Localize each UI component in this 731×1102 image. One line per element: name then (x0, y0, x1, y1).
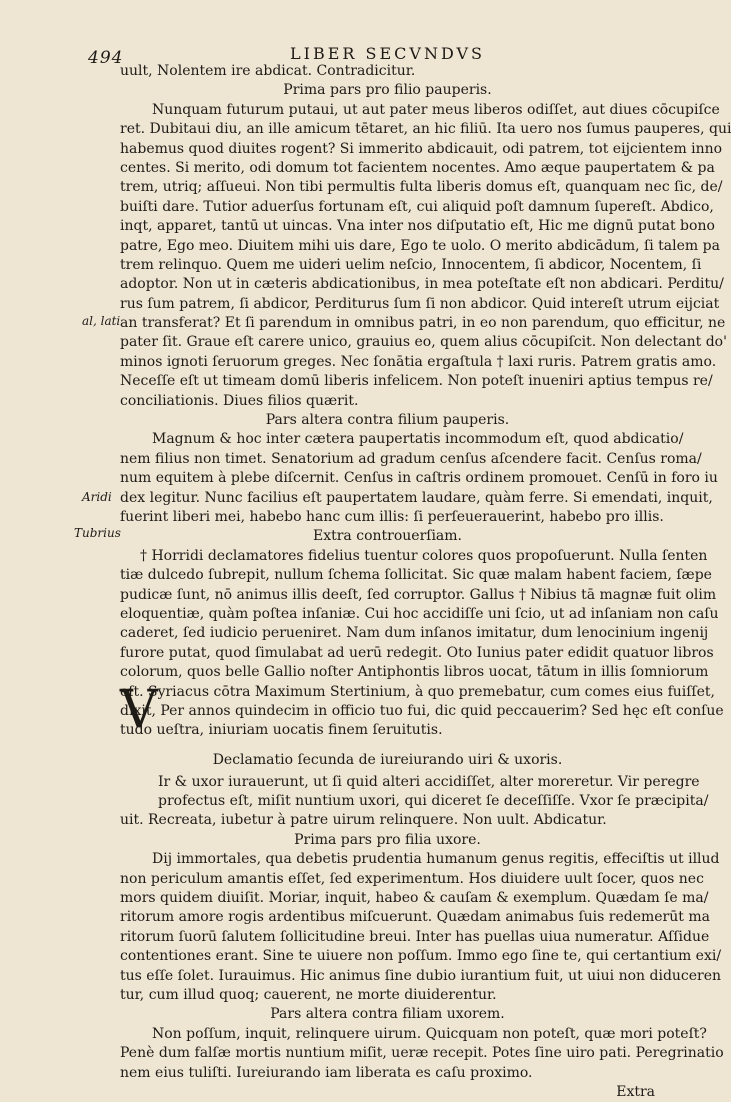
text-line: profectus eſt, miſit nuntium uxori, qui diceret ſe deceſſiſſe. Vxor ſe præcipita/ (158, 793, 709, 810)
text-line: tiæ dulcedo ſubrepit, nullum ſchema ſollicitat. Sic quæ malam habent faciem, ſæpe (120, 567, 712, 584)
text-line: tudo ueſtra, iniuriam uocatis finem ſeruitutis. (120, 722, 443, 739)
text-line: furore putat, quod ſimulabat ad uerū redegit. Oto Iunius pater edidit quatuor libros (120, 644, 714, 661)
text-line: non periculum amantis eſſet, ſed experimentum. Hos diuidere uult ſocer, quos nec (120, 870, 704, 887)
text-line: uult, Nolentem ire abdicat. Contradicitur. (120, 63, 416, 79)
text-line: num equitem à plebe diſcernit. Cenſus in caſtris ordinem promouet. Cenſū in foro iu (120, 470, 718, 487)
text-line: trem, utriq; aſſueui. Non tibi permultis fulta liberis domus eſt, quanquam nec ſic, de/ (120, 179, 723, 196)
text-line: buiſti dare. Tutior aduerſus fortunam eſt, cui aliquid poſt damnum ſupereſt. Abdico, (120, 198, 714, 215)
text-line: rus ſum patrem, ſi abdicor, Perditurus ſum ſi non abdicor. Quid intereſt utrum eijciat (120, 295, 720, 312)
body-text (120, 62, 731, 1102)
text-line: patre, Ego meo. Diuitem mihi uis dare, Ego te uolo. O merito abdicādum, ſi talem pa (120, 237, 720, 254)
text-line: mors quidem diuiſit. Moriar, inquit, habeo & cauſam & exemplum. Quædam ſe ma/ (120, 890, 709, 907)
text-line: contentiones erant. Sine te uiuere non poſſum. Immo ego ſine te, qui certantium exi/ (120, 948, 722, 965)
text-line: conciliationis. Diues filios quærit. (120, 392, 359, 409)
section-heading: Pars altera contra filiam uxorem. (270, 1006, 505, 1023)
text-line: adoptor. Non ut in cæteris abdicationibus, in mea poteſtate eſt non abdicari. Perditu/ (120, 276, 724, 293)
text-line: inqt, apparet, tantū ut uincas. Vna inter nos diſputatio eſt, Hic me dignū putat bono (120, 218, 715, 235)
text-line: tur, cum illud quoq; cauerent, ne morte diuiderentur. (120, 986, 497, 1003)
text-line: Nunquam futurum putaui, ut aut pater meus liberos odiſſet, aut diues cōcupiſce (152, 101, 720, 118)
text-line: Penè dum falſæ mortis nuntium miſit, ueræ recepit. Potes ſine uiro pati. Peregrinatio (120, 1045, 724, 1062)
section-heading: Extra controuerſiam. (313, 528, 462, 545)
text-line: nem eius tuliſti. Iureiurando iam liberata es caſu proximo. (120, 1064, 533, 1081)
text-line: Non poſſum, inquit, relinquere uirum. Quicquam non poteſt, quæ mori poteſt? (152, 1025, 707, 1042)
text-line: Dij immortales, qua debetis prudentia humanum genus regitis, effeciſtis ut illud (152, 851, 720, 868)
text-line: colorum, quos belle Gallio noſter Antiphontis libros uocat, tātum in illis ſomniorum (120, 664, 709, 681)
text-line: Ir & uxor iurauerunt, ut ſi quid alteri accidiſſet, alter moreretur. Vir peregre (158, 773, 700, 790)
text-line: fuerint liberi mei, habebo hanc cum illis: ſi perſeuerauerint, habebo pro illis. (120, 508, 664, 525)
drop-cap-initial: V (120, 680, 158, 740)
text-line: dixit, Per annos quindecim in officio tuo fui, dic quid peccauerim? Sed hęc eſt conſue (120, 702, 724, 719)
section-heading: Pars altera contra filium pauperis. (265, 412, 510, 429)
margin-note: al, lati (82, 314, 121, 328)
text-line: centes. Si merito, odi domum tot facientem nocentes. Amo æque paupertatem & pa (120, 159, 715, 176)
text-line: eloquentiæ, quàm poſtea inſaniæ. Cui hoc accidiſſe uni ſcio, ut ad inſaniam non caſu (120, 605, 719, 622)
text-line: an transferat? Et ſi parendum in omnibus patri, in eo non parendum, quo efficitur, ne (120, 315, 726, 332)
text-line: pater ſit. Graue eſt carere unico, grauius eo, quem alius cōcupiſcit. Non delectant do' (120, 334, 727, 351)
text-line: dex legitur. Nunc facilius eſt paupertatem laudare, quàm ferre. Si emendati, inquit, (120, 489, 713, 506)
section-heading: Prima pars pro filio pauperis. (283, 82, 492, 99)
text-line: eſt. Syriacus cōtra Maximum Stertinium, à quo premebatur, cum comes eius fuiſſet, (120, 683, 715, 700)
running-title: LIBER SECVNDVS (290, 44, 486, 63)
margin-note: Aridi (82, 490, 112, 504)
text-line: Neceſſe eſt ut timeam domū liberis infelicem. Non poteſt inueniri aptius tempus re/ (120, 373, 713, 390)
text-line: uit. Recreata, iubetur à patre uirum relinquere. Non uult. Abdicatur. (120, 812, 607, 829)
text-line: ritorum amore rogis ardentibus miſcuerunt. Quædam animabus ſuis redemerūt ma (120, 909, 710, 926)
text-line: Magnum & hoc inter cætera paupertatis incommodum eſt, quod abdicatio/ (152, 431, 684, 448)
text-line: ritorum ſuorū ſalutem ſollicitudine breui. Inter has puellas uiua numeratur. Aſſidue (120, 928, 710, 945)
text-line: habemus quod diuites rogent? Si immerito abdicauit, odi patrem, tot eijcientem inno (120, 140, 723, 157)
text-line: trem relinquo. Quem me uideri uelim neſcio, Innocentem, ſi abdicor, Nocentem, ſi (120, 256, 702, 273)
text-line: pudicæ ſunt, nō animus illis deeſt, ſed corruptor. Gallus † Nibius tā magnæ fuit olim (120, 586, 717, 603)
section-heading: Prima pars pro filia uxore. (294, 831, 481, 848)
text-line: tus eſſe ſolet. Iurauimus. Hic animus ſine dubio iurantium fuit, ut uiui non diduceren (120, 967, 722, 984)
margin-note: Tubrius (74, 526, 121, 540)
text-line: caderet, ſed iudicio perueniret. Nam dum inſanos imitatur, dum lenocinium ingenij (120, 625, 709, 642)
text-line: minos ignoti ſeruorum greges. Nec ſonātia ergaſtula † laxi ruris. Patrem gratis amo. (120, 353, 717, 370)
text-line: † Horridi declamatores fidelius tuentur colores quos propoſuerunt. Nulla ſenten (140, 547, 708, 564)
text-line: ret. Dubitaui diu, an ille amicum tētaret, an hic filiū. Ita uero nos ſumus pauperes, qui (120, 121, 731, 138)
page-number: 494 (88, 48, 124, 68)
text-line: nem filius non timet. Senatorium ad gradum cenſus aſcendere facit. Cenſus roma/ (120, 450, 702, 467)
chapter-title: Declamatio ſecunda de iureiurando uiri & uxoris. (212, 751, 563, 768)
catchword: Extra (616, 1083, 655, 1100)
